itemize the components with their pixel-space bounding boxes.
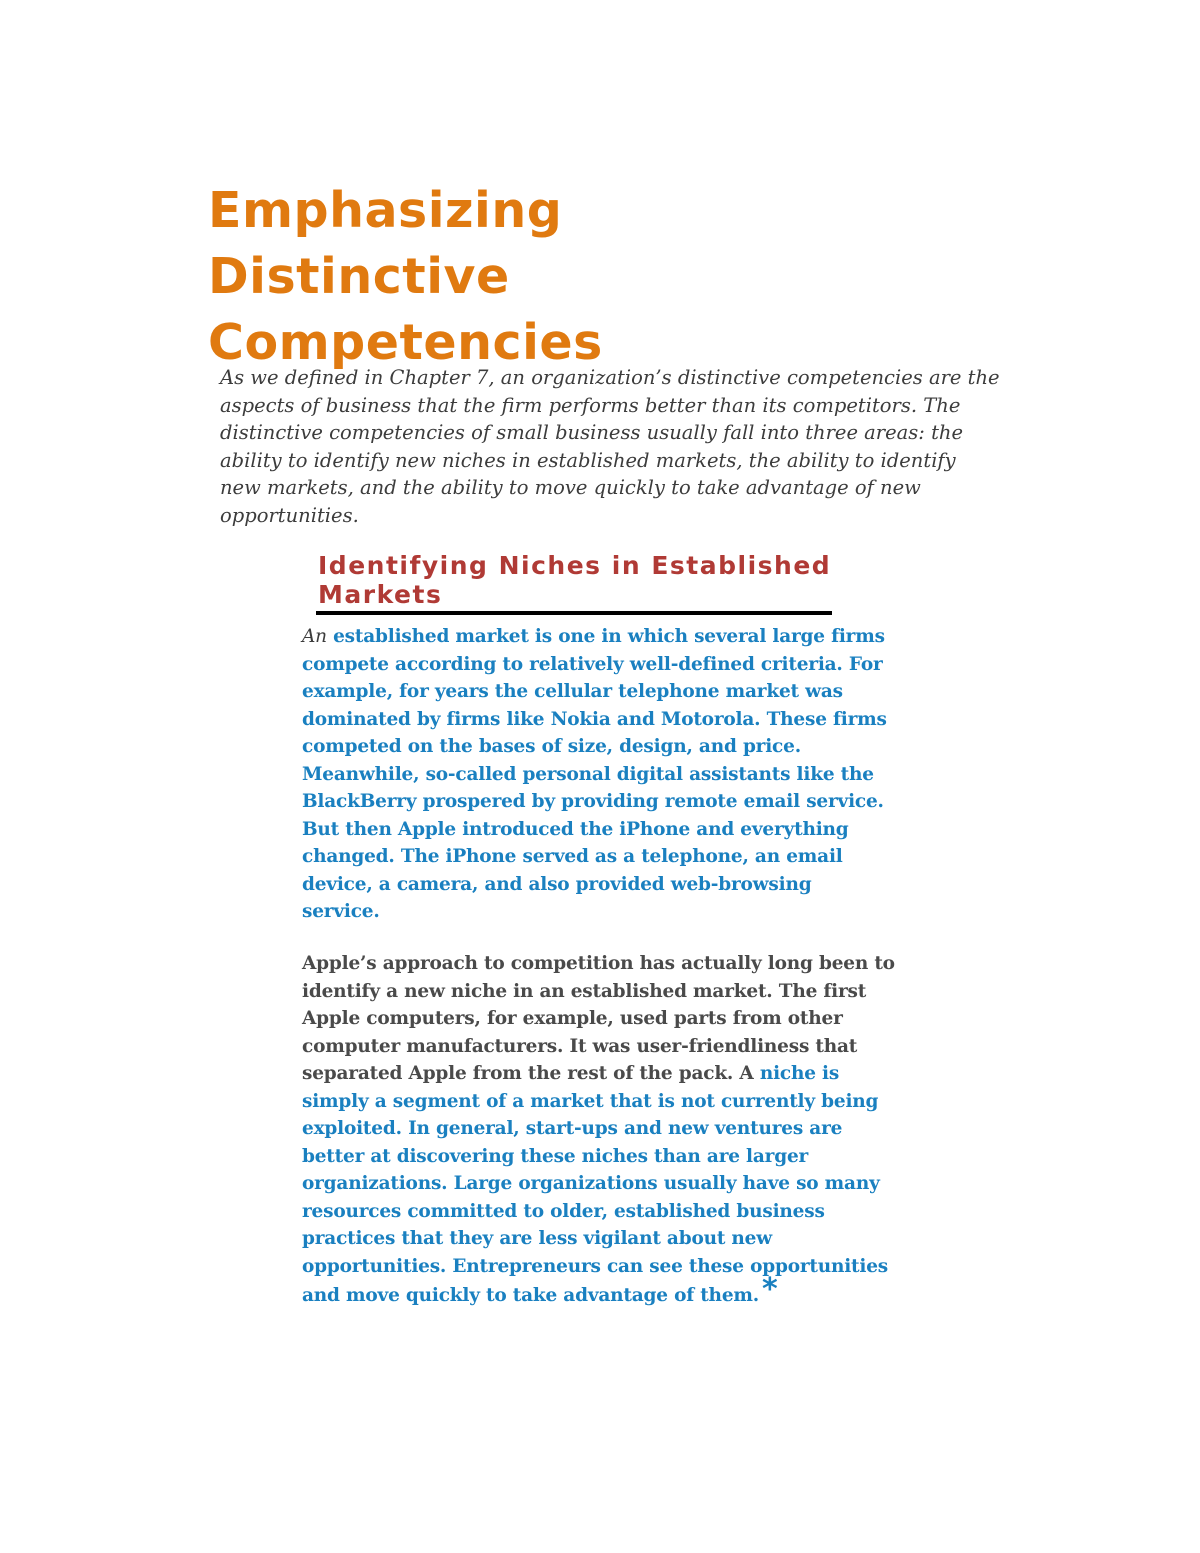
established-market-definition: established market is one in which several large firms compete according to relatively well-defined criteria. For example, for years the cellular telephone market was dominated by firms like Nokia and Motorola. These firms competed on the bases of size, design, and price. Meanwhile, so-called personal digital assistants like the BlackBerry prospered by providing remote email service. But then Apple introduced the iPhone and everything changed. The iPhone served as a telephone, an email device, a camera, and also provided web-browsing service.	[302, 626, 887, 922]
section-heading: Identifying Niches in Established Markets	[318, 551, 832, 609]
apple-approach-text: Apple’s approach to competition has actually long been to identify a new niche in an established market. The first Apple computers, for example, used parts from other computer manufacturers. It was user-friendliness that separated Apple from the rest of the pack. A	[302, 953, 895, 1084]
page-title-line-2: Distinctive	[208, 248, 510, 305]
paragraph-lead-in: An	[302, 626, 327, 647]
niche-paragraph	[302, 950, 902, 1310]
page-title	[208, 178, 603, 376]
page-title-line-3: Competencies	[208, 314, 603, 371]
niche-definition: niche is simply a segment of a market that is not currently being exploited. In general, start-ups and new ventures are better at discovering these niches than are larger organizations. Large organizations usually have so many resources committed to older, established business practices that they are less vigilant about new opportunities. Entrepreneurs can see these opportunities and move quickly to take advantage of them.	[302, 1063, 889, 1306]
section-heading-rule	[316, 611, 832, 615]
established-market-paragraph	[302, 623, 892, 926]
asterisk-icon: *	[762, 1272, 778, 1307]
intro-paragraph: As we defined in Chapter 7, an organization’s distinctive competencies are the aspects of business that the firm performs better than its competitors. The distinctive competencies of small business usually fall into three areas: the ability to identify new niches in established markets, the ability to identify new markets, and the ability to move quickly to take advantage of new opportunities.	[220, 366, 1000, 527]
page-title-line-1: Emphasizing	[208, 182, 563, 239]
